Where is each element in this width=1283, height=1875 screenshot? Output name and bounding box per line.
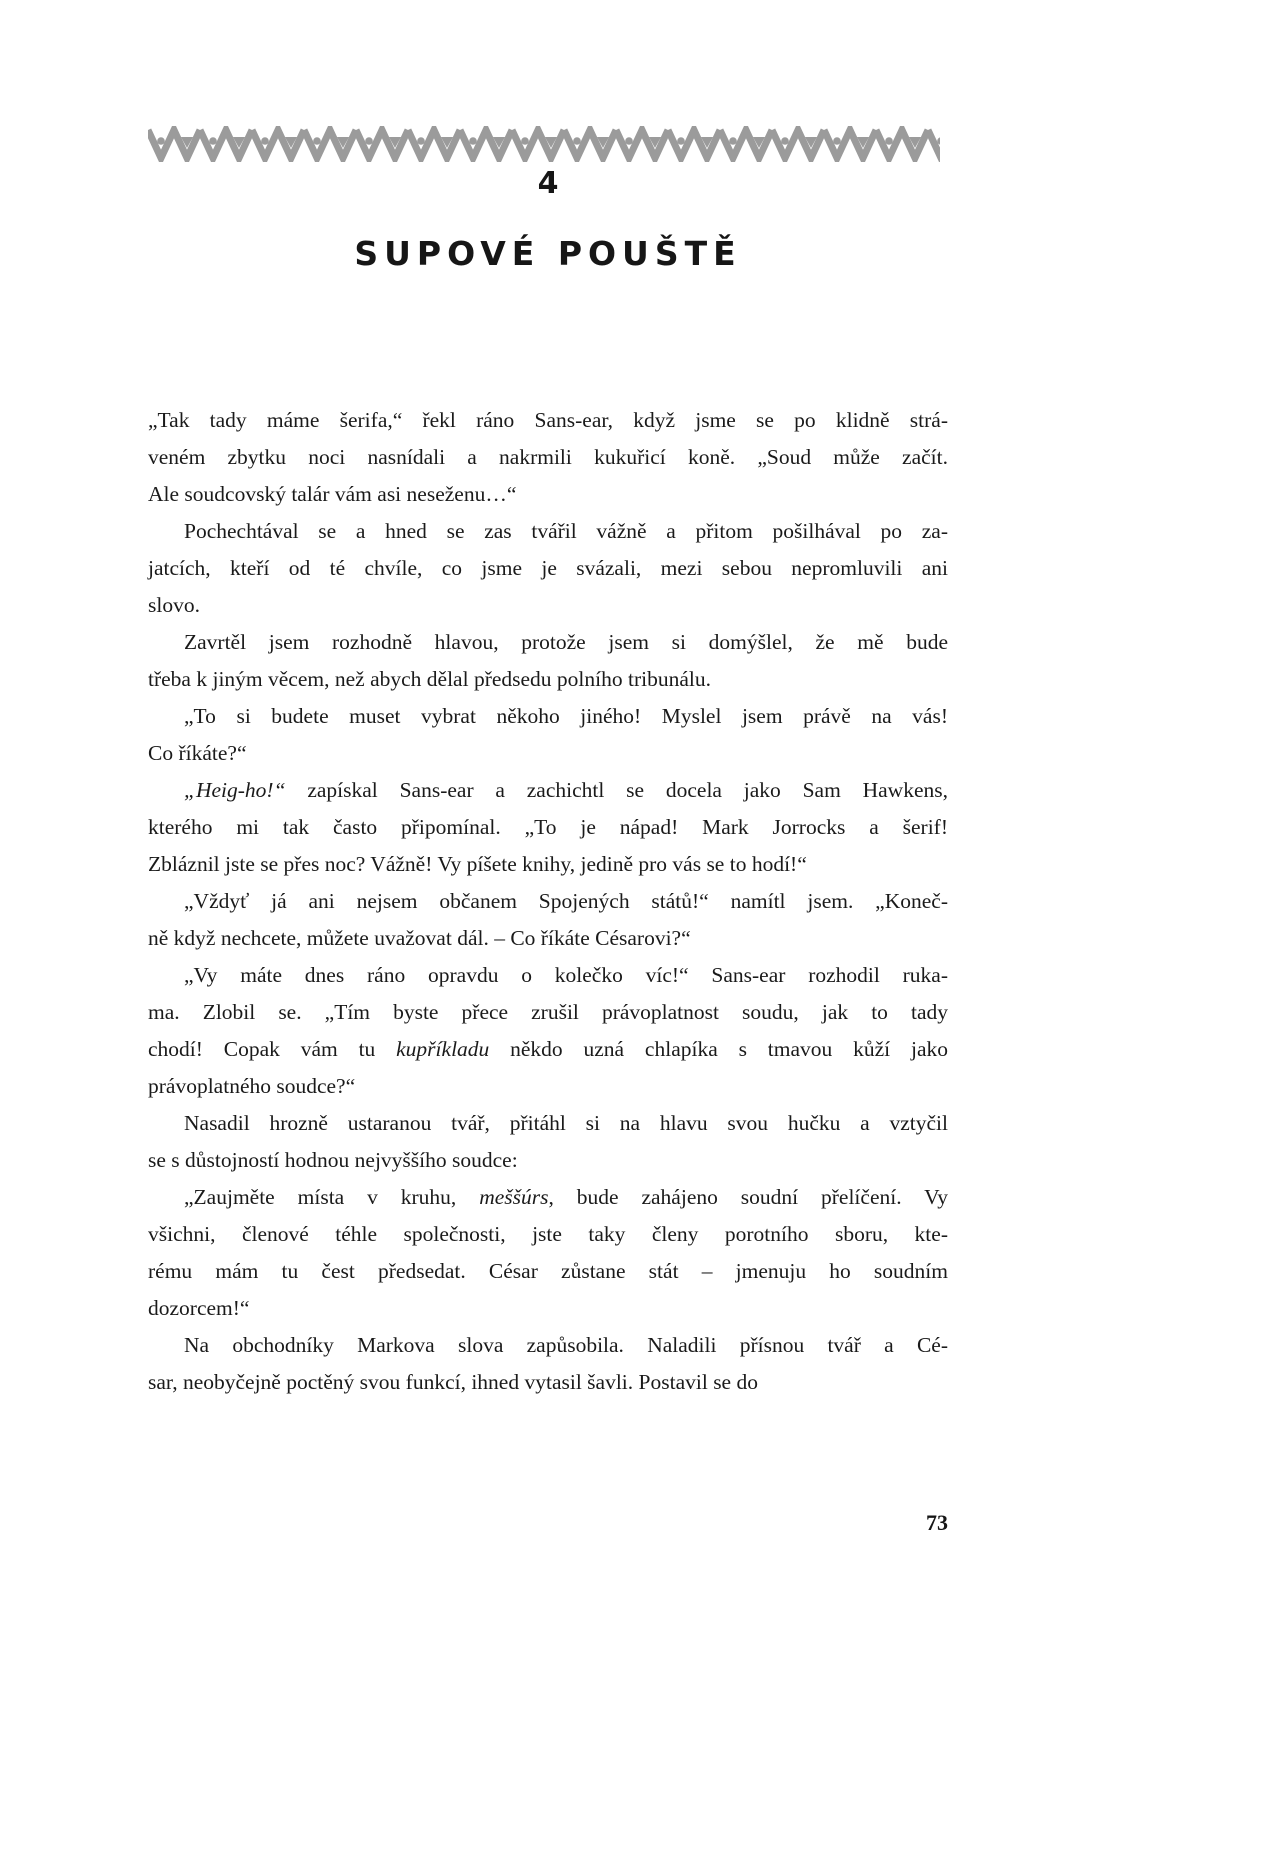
text-run: právoplatného soudce?“ — [148, 1074, 356, 1098]
text-run: Nasadil hrozně ustaranou tvář, přitáhl si na hlavu svou hučku a vztyčil — [184, 1111, 948, 1135]
text-run: „Tak tady máme šerifa,“ řekl ráno Sans-ear, když jsme se po klidně strá- — [148, 408, 948, 432]
text-line — [148, 920, 948, 957]
paragraph — [148, 402, 948, 513]
paragraph — [148, 698, 948, 772]
text-line — [148, 1068, 948, 1105]
text-line — [148, 1179, 948, 1216]
text-line — [148, 624, 948, 661]
text-line — [148, 402, 948, 439]
paragraph — [148, 957, 948, 1105]
text-run: kterého mi tak často připomínal. „To je nápad! Mark Jorrocks a šerif! — [148, 815, 948, 839]
paragraph — [148, 624, 948, 698]
text-line — [148, 1105, 948, 1142]
text-run: dozorcem!“ — [148, 1296, 250, 1320]
paragraph — [148, 513, 948, 624]
text-run: ma. Zlobil se. „Tím byste přece zrušil právoplatnost soudu, jak to tady — [148, 1000, 948, 1024]
text-line — [148, 1216, 948, 1253]
paragraph — [148, 1327, 948, 1401]
paragraph — [148, 772, 948, 883]
text-line — [148, 957, 948, 994]
text-run: chodí! Copak vám tu — [148, 1037, 397, 1061]
text-line — [148, 735, 948, 772]
text-run: ně když nechcete, můžete uvažovat dál. – Co říkáte Césarovi?“ — [148, 926, 691, 950]
text-line — [148, 1253, 948, 1290]
text-line — [148, 1364, 948, 1401]
paragraph — [148, 883, 948, 957]
zigzag-border-decoration — [148, 126, 940, 162]
text-line — [148, 1290, 948, 1327]
text-line — [148, 661, 948, 698]
chapter-title: SUPOVÉ POUŠTĚ — [354, 234, 742, 274]
text-line — [148, 513, 948, 550]
text-run: sar, neobyčejně poctěný svou funkcí, ihned vytasil šavli. Postavil se do — [148, 1370, 758, 1394]
text-run: „To si budete muset vybrat někoho jiného! Myslel jsem právě na vás! — [184, 704, 948, 728]
page-body — [148, 402, 948, 1401]
page-number: 73 — [926, 1510, 948, 1535]
text-run: Zbláznil jste se přes noc? Vážně! Vy píšete knihy, jedině pro vás se to hodí!“ — [148, 852, 807, 876]
text-line — [148, 1142, 948, 1179]
text-line — [148, 476, 948, 513]
italic-text-run: kupříkladu — [396, 1037, 490, 1061]
text-run: někdo uzná chlapíka s tmavou kůží jako — [489, 1037, 948, 1061]
text-run: „Vy máte dnes ráno opravdu o kolečko víc!“ Sans-ear rozhodil ruka- — [184, 963, 948, 987]
text-run: , bude zahájeno soudní přelíčení. Vy — [548, 1185, 948, 1209]
text-line — [148, 994, 948, 1031]
italic-text-run: meššúrs — [479, 1185, 549, 1209]
text-run: Na obchodníky Markova slova zapůsobila. Naladili přísnou tvář a Cé- — [184, 1333, 948, 1357]
text-run: „Zaujměte místa v kruhu, — [184, 1185, 480, 1209]
text-line — [148, 883, 948, 920]
text-line — [148, 846, 948, 883]
chapter-number: 4 — [537, 166, 559, 201]
text-run: všichni, členové téhle společnosti, jste taky členy porotního sboru, kte- — [148, 1222, 948, 1246]
italic-text-run: „Heig-ho!“ — [184, 778, 286, 802]
text-run: třeba k jiným věcem, než abych dělal předsedu polního tribunálu. — [148, 667, 711, 691]
paragraph — [148, 1179, 948, 1327]
text-run: zapískal Sans-ear a zachichtl se docela jako Sam Hawkens, — [285, 778, 948, 802]
text-run: Pochechtával se a hned se zas tvářil vážně a přitom pošilhával po za- — [184, 519, 948, 543]
text-line — [148, 809, 948, 846]
text-line — [148, 587, 948, 624]
text-run: slovo. — [148, 593, 200, 617]
text-run: rému mám tu čest předsedat. César zůstane stát – jmenuju ho soudním — [148, 1259, 948, 1283]
text-line — [148, 439, 948, 476]
text-run: Ale soudcovský talár vám asi neseženu…“ — [148, 482, 517, 506]
text-run: „Vždyť já ani nejsem občanem Spojených států!“ namítl jsem. „Koneč- — [184, 889, 948, 913]
text-line — [148, 772, 948, 809]
text-run: Zavrtěl jsem rozhodně hlavou, protože jsem si domýšlel, že mě bude — [184, 630, 948, 654]
text-line — [148, 698, 948, 735]
text-run: veném zbytku noci nasnídali a nakrmili kukuřicí koně. „Soud může začít. — [148, 445, 948, 469]
text-line — [148, 1327, 948, 1364]
paragraph — [148, 1105, 948, 1179]
text-run: jatcích, kteří od té chvíle, co jsme je svázali, mezi sebou nepromluvili ani — [148, 556, 948, 580]
text-line — [148, 550, 948, 587]
text-run: se s důstojností hodnou nejvyššího soudce: — [148, 1148, 518, 1172]
text-line — [148, 1031, 948, 1068]
text-run: Co říkáte?“ — [148, 741, 247, 765]
